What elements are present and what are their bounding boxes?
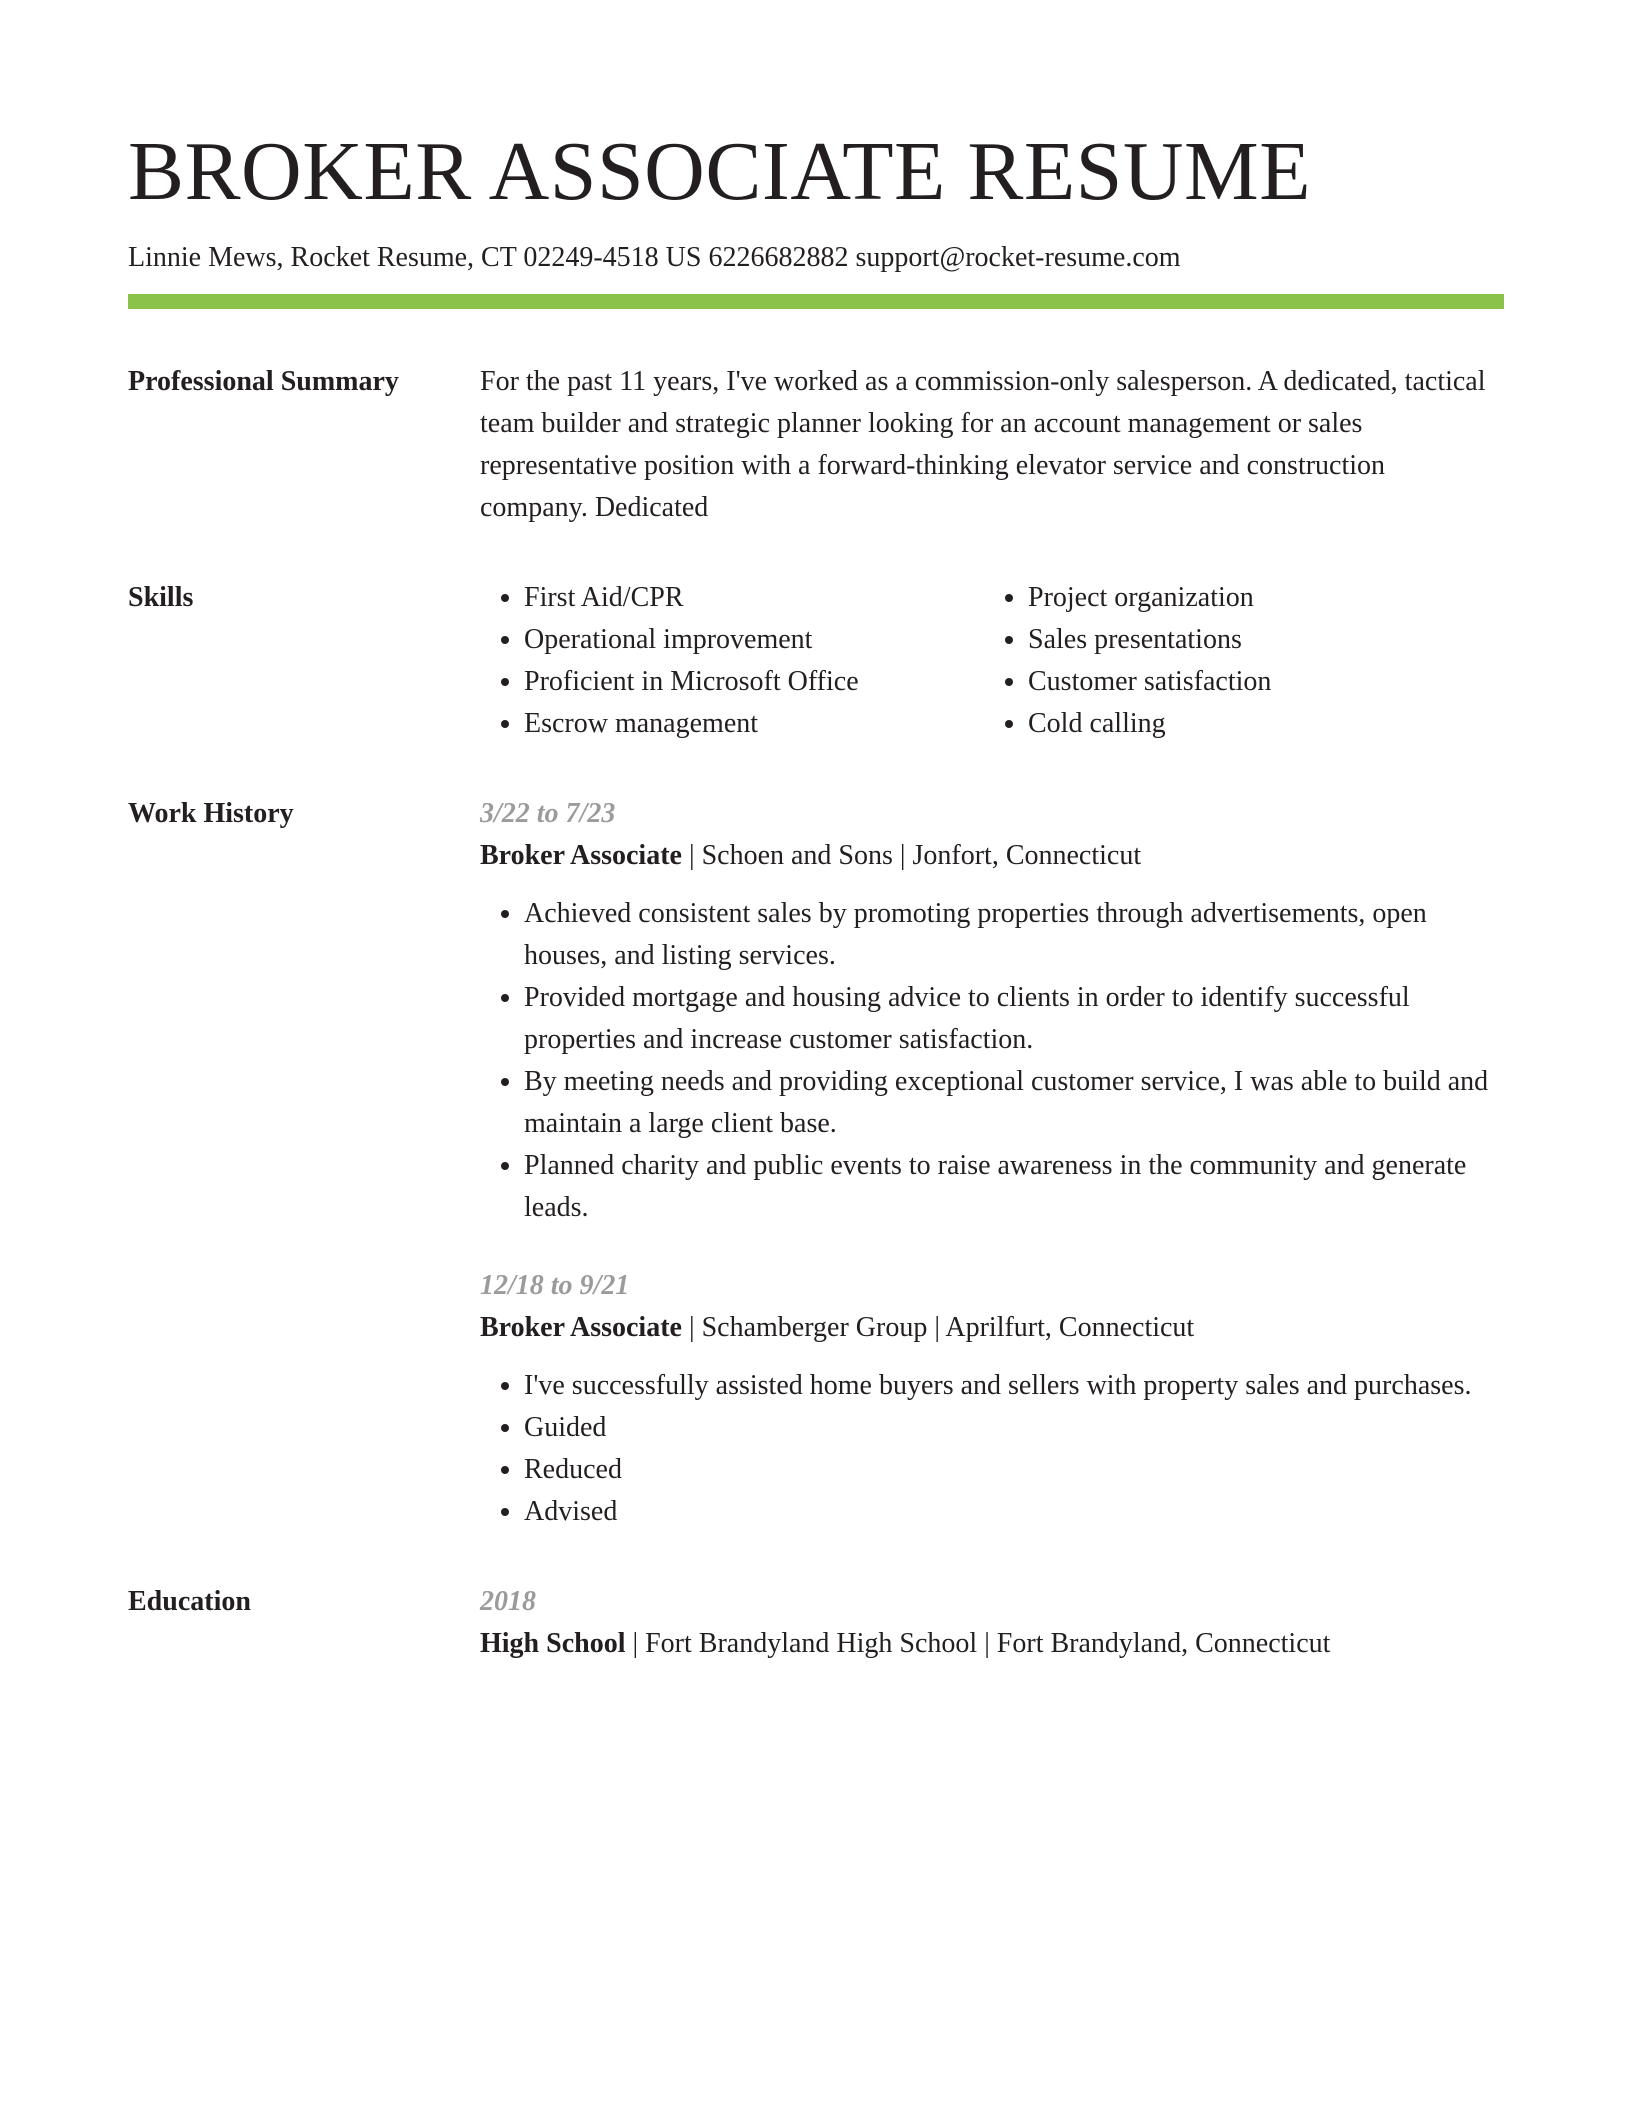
job-bullet: • Provided mortgage and housing advice to clients in order to identify successful properties and increase customer satisfaction.: [524, 977, 1504, 1061]
job-bullets: [480, 1365, 1504, 1533]
job-title: Broker Associate: [480, 840, 682, 871]
job-separator: |: [927, 1312, 946, 1343]
education-section: [128, 1581, 1504, 1665]
job-separator: |: [681, 840, 702, 871]
job-company: Schoen and Sons: [701, 840, 893, 871]
job-location: Aprilfurt, Connecticut: [945, 1312, 1195, 1343]
skills-section: [128, 577, 1504, 745]
skill-item: • Proficient in Microsoft Office: [524, 661, 984, 703]
education-school: Fort Brandyland High School: [645, 1628, 978, 1659]
job-separator: |: [892, 840, 913, 871]
job-bullet: • I've successfully assisted home buyers and sellers with property sales and purchases.: [524, 1365, 1504, 1407]
contact-line: Linnie Mews, Rocket Resume, CT 02249-4518 US 6226682882 support@rocket-resume.com: [128, 242, 1181, 273]
skills-list-right: [984, 577, 1271, 745]
skill-item: • Operational improvement: [524, 619, 984, 661]
summary-label: Professional Summary: [128, 366, 399, 397]
job-date: 12/18 to 9/21: [480, 1270, 630, 1301]
summary-section: [128, 361, 1504, 529]
work-history-label: Work History: [128, 798, 294, 829]
job-heading: [480, 835, 1504, 877]
skills-list-left: [480, 577, 984, 745]
skill-item: • Customer satisfaction: [1028, 661, 1271, 703]
job-entry: [480, 793, 1504, 1229]
skill-item: • Cold calling: [1028, 703, 1271, 745]
education-separator: |: [625, 1628, 646, 1659]
education-location: Fort Brandyland, Connecticut: [996, 1628, 1331, 1659]
job-location: Jonfort, Connecticut: [912, 840, 1142, 871]
skill-item: • Sales presentations: [1028, 619, 1271, 661]
skill-item: • Project organization: [1028, 577, 1271, 619]
skill-item: • First Aid/CPR: [524, 577, 984, 619]
job-company: Schamberger Group: [701, 1312, 928, 1343]
job-bullet: • By meeting needs and providing exceptional customer service, I was able to build and maintain a large client base.: [524, 1061, 1504, 1145]
job-title: Broker Associate: [480, 1312, 682, 1343]
work-history-section: [128, 793, 1504, 1533]
education-heading: [480, 1623, 1504, 1665]
skill-item: • Escrow management: [524, 703, 984, 745]
education-degree: High School: [480, 1628, 626, 1659]
education-label: Education: [128, 1586, 251, 1617]
job-separator: |: [681, 1312, 702, 1343]
resume-title: BROKER ASSOCIATE RESUME: [128, 125, 1312, 218]
resume-page: [128, 124, 1504, 1665]
education-separator: |: [977, 1628, 997, 1659]
job-heading: [480, 1307, 1504, 1349]
summary-text: For the past 11 years, I've worked as a commission-only salesperson. A dedicated, tactical team builder and strategic planner looking for an account management or sales representative position with a forward-thinking elevator service and construction company. Dedicated: [480, 366, 1486, 523]
education-date: 2018: [480, 1586, 536, 1617]
job-bullet: • Guided: [524, 1407, 1504, 1449]
skills-label: Skills: [128, 582, 194, 613]
job-bullet: • Achieved consistent sales by promoting properties through advertisements, open houses, and listing services.: [524, 893, 1504, 977]
job-date: 3/22 to 7/23: [480, 798, 616, 829]
accent-rule: [128, 294, 1504, 309]
job-bullet: • Advised: [524, 1491, 1504, 1533]
job-bullet: • Planned charity and public events to raise awareness in the community and generate leads.: [524, 1145, 1504, 1229]
job-bullets: [480, 893, 1504, 1229]
job-bullet: • Reduced: [524, 1449, 1504, 1491]
job-entry: [480, 1265, 1504, 1533]
